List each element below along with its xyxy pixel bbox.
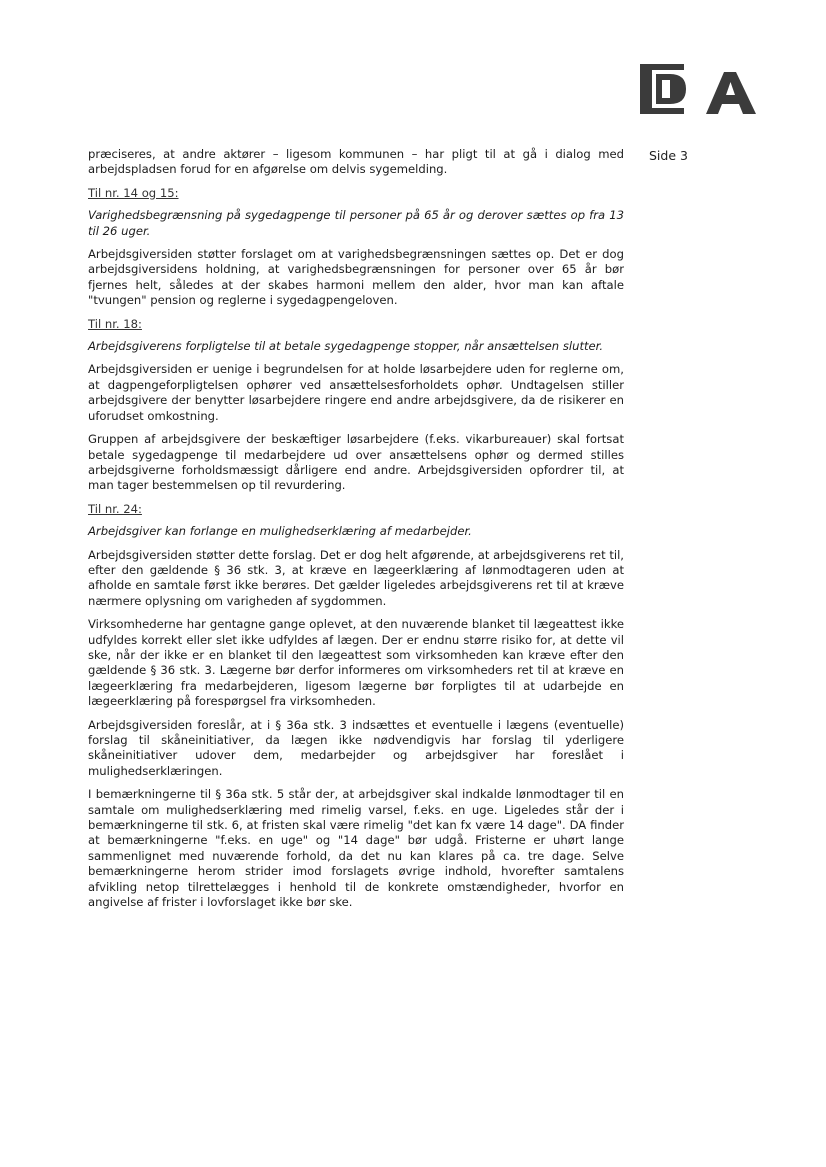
body-paragraph: Arbejdsgiversiden støtter dette forslag. Det er dog helt afgørende, at arbejdsgiverens ret til, efter den gældende § 36 stk. 3, at kræve en lægeerklæring af lønmodtageren uden at afholde en samtale først ikke berøres. Det gælder ligeledes arbejdsgiverens ret til at kræve nærmere oplysning om varigheden af sygdommen.	[88, 547, 624, 608]
body-paragraph: præciseres, at andre aktører – ligesom kommunen – har pligt til at gå i dialog med arbejdspladsen forud for en afgørelse om delvis sygemelding.	[88, 147, 624, 177]
page-number-label: Side 3	[649, 148, 688, 163]
section-subject: Varighedsbegrænsning på sygedagpenge til personer på 65 år og derover sættes op fra 13 til 26 uger.	[88, 208, 624, 238]
da-logo	[640, 64, 756, 114]
section-heading: Til nr. 14 og 15:	[88, 185, 179, 200]
body-paragraph: Arbejdsgiversiden foreslår, at i § 36a stk. 3 indsættes et eventuelle i lægens (eventuelle) forslag til skåneinitiativer, da lægen ikke nødvendigvis har forslag til yderligere skåneinitiativer udover dem, medarbejder og arbejdsgiver har foreslået i mulighedserklæringen.	[88, 717, 624, 778]
body-paragraph: Arbejdsgiversiden er uenige i begrundelsen for at holde løsarbejdere uden for reglerne om, at dagpengeforpligtelsen ophører ved ansættelsesforholdets ophør. Undtagelsen stiller arbejdsgivere der benytter løsarbejdere ringere end andre arbejdsgivere, da de risikerer en uforudset omkostning.	[88, 362, 624, 423]
section-subject: Arbejdsgiverens forpligtelse til at betale sygedagpenge stopper, når ansættelsen slutter.	[88, 339, 604, 354]
body-paragraph: Arbejdsgiversiden støtter forslaget om at varighedsbegrænsningen sættes op. Det er dog arbejdsgiversidens holdning, at varighedsbegrænsningen for personer over 65 år bør fjernes helt, således at der skabes harmoni mellem den alder, hvor man kan aftale "tvungen" pension og reglerne i sygedagpengeloven.	[88, 247, 624, 308]
body-paragraph: Virksomhederne har gentagne gange oplevet, at den nuværende blanket til lægeattest ikke udfyldes korrekt eller slet ikke udfyldes af lægen. Der er endnu større risiko for, at dette vil ske, når der ikke er en blanket til den lægeattest som virksomheden kan kræve efter den gældende § 36 stk. 3. Lægerne bør derfor informeres om virksomheders ret til at kræve en lægeerklæring fra medarbejderen, ligesom lægerne bør forpligtes til at udarbejde en lægeerklæring på forespørgsel fra virksomheden.	[88, 617, 624, 709]
body-paragraph: Gruppen af arbejdsgivere der beskæftiger løsarbejdere (f.eks. vikarbureauer) skal fortsat betale sygedagpenge til medarbejdere ud over ansættelsens ophør og dermed stilles arbejdsgiverne forholdsmæssigt dårligere end andre. Arbejdsgiversiden opfordrer til, at man tager bestemmelsen op til revurdering.	[88, 432, 624, 493]
section-subject: Arbejdsgiver kan forlange en mulighedserklæring af medarbejder.	[88, 524, 472, 539]
section-heading: Til nr. 24:	[88, 501, 142, 516]
section-heading: Til nr. 18:	[88, 316, 142, 331]
body-paragraph: I bemærkningerne til § 36a stk. 5 står der, at arbejdsgiver skal indkalde lønmodtager til en samtale om mulighedserklæring med rimelig varsel, f.eks. en uge. Ligeledes står der i bemærkningerne til stk. 6, at fristen skal være rimelig "det kan fx være 14 dage". DA finder at bemærkningerne "f.eks. en uge" og "14 dage" bør udgå. Fristerne er uhørt lange sammenlignet med nuværende forhold, da det nu kan klares på ca. tre dage. Selve bemærkningerne herom strider imod forslagets øvrige indhold, hvorefter samtalens afvikling netop tilrettelægges i henhold til de konkrete omstændigheder, hvorfor en angivelse af frister i lovforslaget ikke bør ske.	[88, 787, 624, 910]
letter-body	[88, 147, 624, 918]
